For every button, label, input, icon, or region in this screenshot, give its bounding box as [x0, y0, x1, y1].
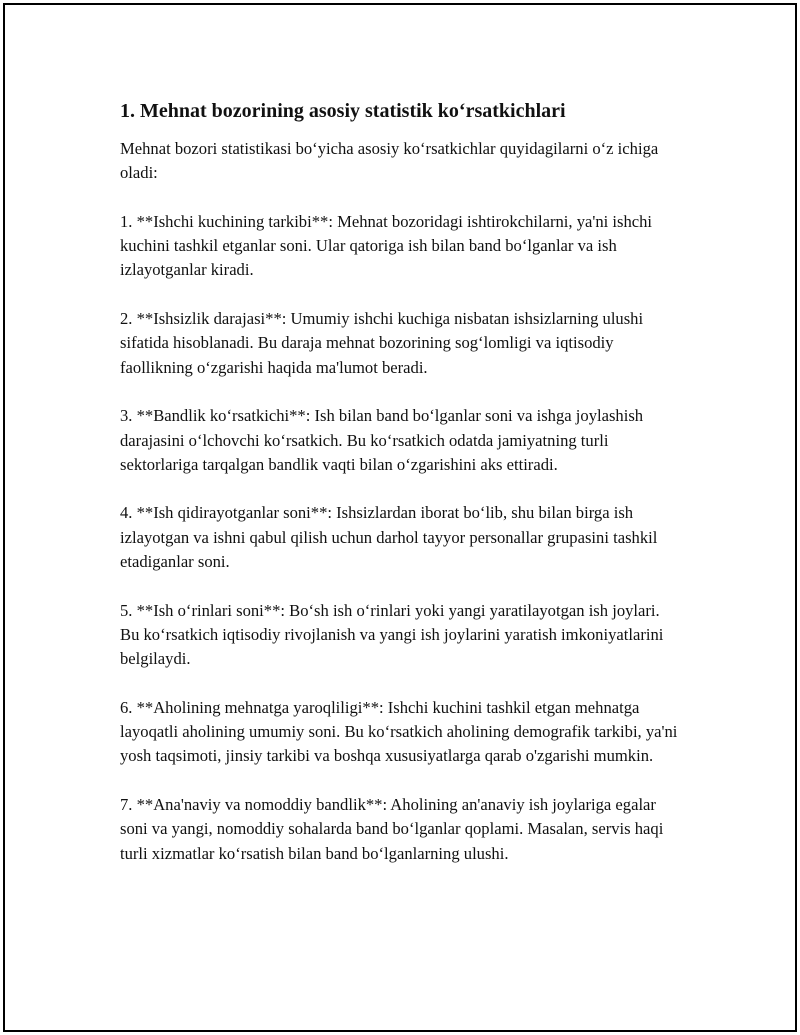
- list-item-employment-indicator: 3. **Bandlik koʻrsatkichi**: Ish bilan band boʻlganlar soni va ishga joylashish darajasini oʻlchovchi koʻrsatkich. Bu koʻrsatkich odatda jamiyatning turli sektorlariga tarqalgan bandlik vaqti bilan oʻzgarishini aks ettiradi.: [120, 406, 644, 474]
- list-item-working-age-population: 6. **Aholining mehnatga yaroqliligi**: Ishchi kuchini tashkil etgan mehnatga layoqatli aholining umumiy soni. Bu koʻrsatkich aholining demografik tarkibi, ya'ni yosh taqsimoti, jinsiy tarkibi va boshqa xususiyatlarga qarab o'zgarishi mumkin.: [120, 697, 678, 766]
- list-item-labor-force: 1. **Ishchi kuchining tarkibi**: Mehnat bozoridagi ishtirokchilarni, ya'ni ishchi kuchini tashkil etganlar soni. Ular qatoriga ish bilan band boʻlganlar va ish izlayotganlar kiradi.: [120, 211, 653, 280]
- list-item-unemployment-rate: 2. **Ishsizlik darajasi**: Umumiy ishchi kuchiga nisbatan ishsizlarning ulushi sifatida hisoblanadi. Bu daraja mehnat bozorining sogʻlomligi va iqtisodiy faollikning oʻzgarishi haqida ma'lumot beradi.: [120, 309, 644, 377]
- document-body: [120, 97, 680, 890]
- intro-paragraph: Mehnat bozori statistikasi boʻyicha asosiy koʻrsatkichlar quyidagilarni oʻz ichiga oladi:: [120, 139, 659, 183]
- list-item-job-seekers: 4. **Ish qidirayotganlar soni**: Ishsizlardan iborat boʻlib, shu bilan birga ish izlayotgan va ishni qabul qilish uchun darhol tayyor personallar grupasini tashkil etadiganlar soni.: [120, 503, 658, 572]
- list-item-job-vacancies: 5. **Ish oʻrinlari soni**: Boʻsh ish oʻrinlari yoki yangi yaratilayotgan ish joylari. Bu koʻrsatkich iqtisodiy rivojlanish va yangi ish joylarini yaratish imkoniyatlarini belgilaydi.: [120, 600, 664, 669]
- page-frame: [3, 3, 797, 1032]
- list-item-traditional-nontraditional-employment: 7. **Ana'naviy va nomoddiy bandlik**: Aholining an'anaviy ish joylariga egalar soni va yangi, nomoddiy sohalarda band boʻlganlar qoplami. Masalan, servis haqi turli xizmatlar koʻrsatish bilan band boʻlganlarning ulushi.: [120, 795, 664, 863]
- section-heading: 1. Mehnat bozorining asosiy statistik koʻrsatkichlari: [120, 100, 566, 122]
